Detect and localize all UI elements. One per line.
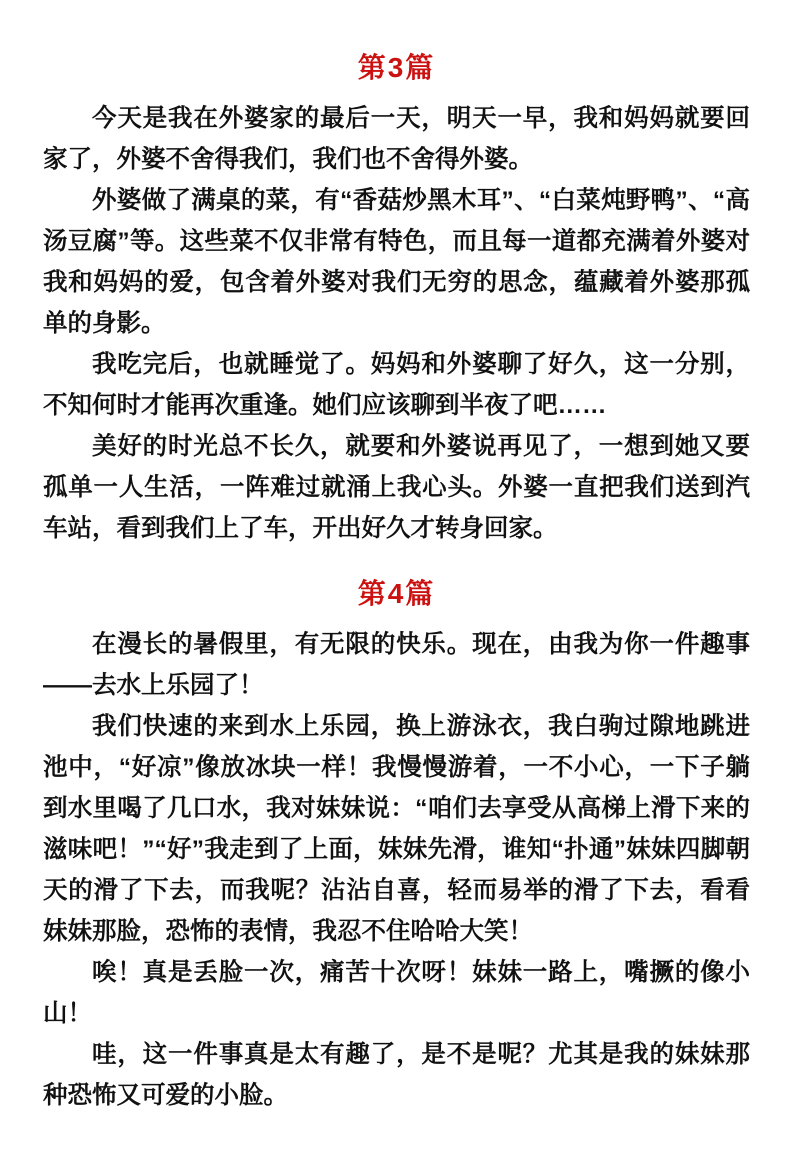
essay-3-paragraph-1: 今天是我在外婆家的最后一天，明天一早，我和妈妈就要回家了，外婆不舍得我们，我们也不舍得外婆。 (43, 105, 750, 173)
essay-4-paragraph-4: 哇，这一件事真是太有趣了，是不是呢？尤其是我的妹妹那种恐怖又可爱的小脸。 (43, 1041, 750, 1109)
essay-4-title: 第4篇 (357, 578, 436, 609)
essay-3-body (43, 98, 750, 549)
essay-3-paragraph-3: 我吃完后，也就睡觉了。妈妈和外婆聊了好久，这一分别，不知何时才能再次重逢。她们应该聊到半夜了吧…… (43, 351, 750, 419)
essay-4-paragraph-3: 唉！真是丢脸一次，痛苦十次呀！妹妹一路上，嘴撅的像小山！ (43, 959, 750, 1027)
essay-4-paragraph-1: 在漫长的暑假里，有无限的快乐。现在，由我为你一件趣事——去水上乐园了！ (43, 631, 750, 699)
essay-3-paragraph-2: 外婆做了满桌的菜，有“香菇炒黑木耳”、“白菜炖野鸭”、“高汤豆腐”等。这些菜不仅非常有特色，而且每一道都充满着外婆对我和妈妈的爱，包含着外婆对我们无穷的思念，蕴藏着外婆那孤单的身影。 (43, 187, 750, 337)
essay-4-body (43, 624, 750, 1116)
essay-3-paragraph-4: 美好的时光总不长久，就要和外婆说再见了，一想到她又要孤单一人生活，一阵难过就涌上我心头。外婆一直把我们送到汽车站，看到我们上了车，开出好久才转身回家。 (43, 433, 750, 542)
essay-3-title: 第3篇 (357, 52, 436, 83)
essay-4-paragraph-2: 我们快速的来到水上乐园，换上游泳衣，我白驹过隙地跳进池中，“好凉”像放冰块一样！我慢慢游着，一不小心，一下子躺到水里喝了几口水，我对妹妹说：“咱们去享受从高梯上滑下来的滋味吧！”“好”我走到了上面，妹妹先滑，谁知“扑通”妹妹四脚朝天的滑了下去，而我呢？沾沾自喜，轻而易举的滑了下去，看看妹妹那脸，恐怖的表情，我忍不住哈哈大笑！ (43, 713, 750, 945)
essay-4 (43, 578, 750, 1116)
essay-3 (43, 52, 750, 549)
